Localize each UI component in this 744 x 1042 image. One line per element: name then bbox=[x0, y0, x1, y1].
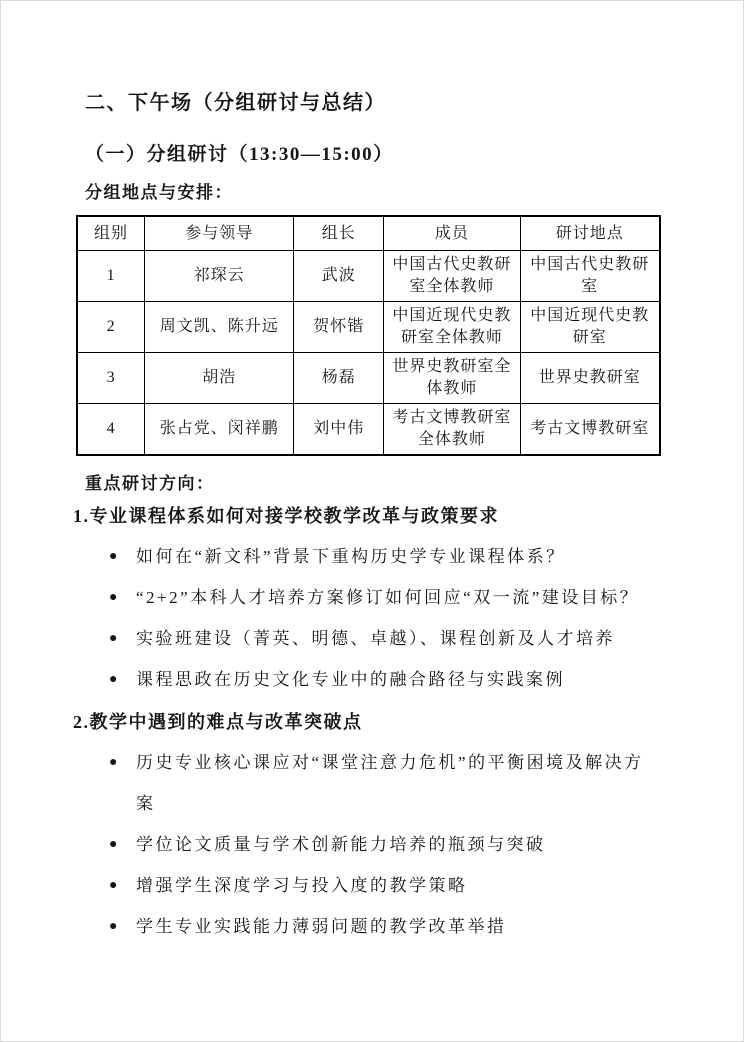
bullet-text: 学位论文质量与学术创新能力培养的瓶颈与突破 bbox=[136, 835, 546, 854]
group-assignment-table bbox=[76, 215, 661, 456]
table-row bbox=[77, 302, 660, 353]
topic-bullet-list bbox=[85, 742, 659, 947]
bullet-icon: ● bbox=[109, 919, 118, 934]
bullet-icon: ● bbox=[109, 549, 118, 564]
column-header-location: 研讨地点 bbox=[520, 216, 660, 251]
table-label: 分组地点与安排： bbox=[85, 183, 233, 202]
table-cell: 4 bbox=[77, 404, 145, 456]
bullet-text: 如何在“新文科”背景下重构历史学专业课程体系？ bbox=[136, 547, 566, 566]
bullet-text: 学生专业实践能力薄弱问题的教学改革举措 bbox=[136, 917, 507, 936]
table-row bbox=[77, 251, 660, 302]
bullet-item bbox=[85, 865, 659, 906]
table-cell: 张占党、闵祥鹏 bbox=[145, 404, 294, 456]
bullet-text: “2+2”本科人才培养方案修订如何回应“双一流”建设目标？ bbox=[136, 588, 640, 607]
bullet-item bbox=[85, 536, 659, 577]
bullet-icon: ● bbox=[109, 631, 118, 646]
table-cell: 中国古代史教研室 bbox=[520, 251, 660, 302]
table-row bbox=[77, 353, 660, 404]
bullet-icon: ● bbox=[109, 672, 118, 687]
bullet-item bbox=[85, 618, 659, 659]
bullet-item bbox=[85, 906, 659, 947]
table-cell: 世界史教研室 bbox=[520, 353, 660, 404]
table-cell: 刘中伟 bbox=[294, 404, 384, 456]
table-cell: 中国近现代史教研室 bbox=[520, 302, 660, 353]
bullet-text: 课程思政在历史文化专业中的融合路径与实践案例 bbox=[136, 670, 565, 689]
bullet-icon: ● bbox=[109, 878, 118, 893]
table-cell: 祁琛云 bbox=[145, 251, 294, 302]
topic-bullet-list bbox=[85, 536, 659, 700]
bullet-text: 历史专业核心课应对“课堂注意力危机”的平衡困境及解决方案 bbox=[136, 753, 644, 813]
table-cell: 胡浩 bbox=[145, 353, 294, 404]
section-title: 二、下午场（分组研讨与总结） bbox=[85, 92, 386, 114]
table-cell: 世界史教研室全体教师 bbox=[384, 353, 520, 404]
focus-label: 重点研讨方向： bbox=[85, 474, 215, 493]
table-cell: 1 bbox=[77, 251, 145, 302]
topic-heading: 1.专业课程体系如何对接学校教学改革与政策要求 bbox=[73, 506, 499, 526]
bullet-item bbox=[85, 742, 659, 824]
table-cell: 中国古代史教研室全体教师 bbox=[384, 251, 520, 302]
table-cell: 考古文博教研室 bbox=[520, 404, 660, 456]
bullet-text: 增强学生深度学习与投入度的教学策略 bbox=[136, 876, 468, 895]
table-cell: 贺怀锴 bbox=[294, 302, 384, 353]
table-cell: 考古文博教研室全体教师 bbox=[384, 404, 520, 456]
column-header-leaders: 参与领导 bbox=[145, 216, 294, 251]
column-header-group-head: 组长 bbox=[294, 216, 384, 251]
topic-heading: 2.教学中遇到的难点与改革突破点 bbox=[73, 712, 363, 732]
table-header-row bbox=[77, 216, 660, 251]
bullet-icon: ● bbox=[109, 755, 118, 770]
table-cell: 3 bbox=[77, 353, 145, 404]
table-cell: 武波 bbox=[294, 251, 384, 302]
bullet-icon: ● bbox=[109, 590, 118, 605]
bullet-item bbox=[85, 824, 659, 865]
column-header-members: 成员 bbox=[384, 216, 520, 251]
bullet-item bbox=[85, 577, 659, 618]
table-row bbox=[77, 404, 660, 456]
table-cell: 中国近现代史教研室全体教师 bbox=[384, 302, 520, 353]
table-cell: 周文凯、陈升远 bbox=[145, 302, 294, 353]
bullet-text: 实验班建设（菁英、明德、卓越）、课程创新及人才培养 bbox=[136, 629, 615, 648]
page-content bbox=[1, 1, 743, 947]
bullet-item bbox=[85, 659, 659, 700]
column-header-group-id: 组别 bbox=[77, 216, 145, 251]
topics bbox=[73, 496, 659, 947]
group-table-body bbox=[77, 251, 660, 456]
bullet-icon: ● bbox=[109, 837, 118, 852]
table-cell: 2 bbox=[77, 302, 145, 353]
table-cell: 杨磊 bbox=[294, 353, 384, 404]
subsection-title: （一）分组研讨（13:30—15:00） bbox=[85, 144, 394, 165]
